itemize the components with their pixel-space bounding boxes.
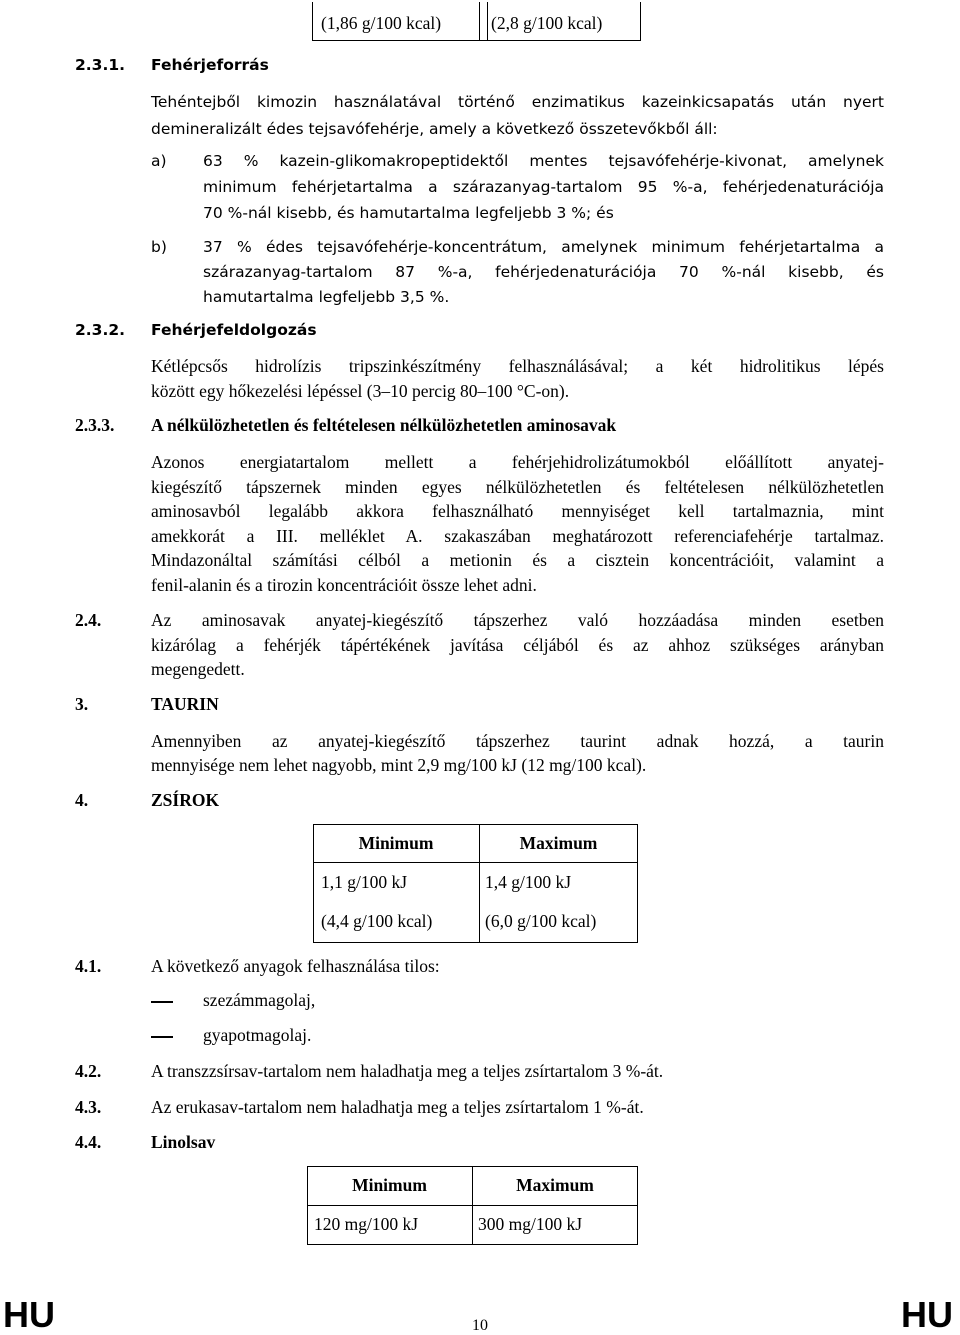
paragraph-line: Az aminosavak anyatej-kiegészítő tápszerhez való hozzáadása minden esetben (151, 610, 884, 630)
list-item: gyapotmagolaj. (203, 1025, 312, 1045)
list-item-line: 37 % édes tejsavófehérje-koncentrátum, amelynek minimum fehérjetartalma a (203, 238, 884, 256)
list-item-line: minimum fehérjetartalma a szárazanyag-tartalom 95 %-a, fehérjedenaturációja (203, 178, 884, 196)
list-item-line: 70 %-nál kisebb, és hamutartalma legfeljebb 3 %; és (203, 204, 614, 222)
table-cell: 300 mg/100 kJ (478, 1214, 583, 1234)
paragraph-line: Az erukasav-tartalom nem haladhatja meg a teljes zsírtartalom 1 %-át. (151, 1097, 644, 1117)
paragraph-line: mennyisége nem lehet nagyobb, mint 2,9 mg/100 kJ (12 mg/100 kcal). (151, 755, 647, 775)
paragraph-line: megengedett. (151, 659, 245, 679)
paragraph-line: kizárólag a fehérjék tápértékének javítása céljából és az ahhoz szükséges arányban (151, 635, 884, 655)
section-number: 2.3.1. (75, 56, 126, 74)
table-divider (307, 1205, 638, 1206)
paragraph-line: Mindazonáltal számítási célból a metionin és a cisztein koncentrációit, valamint a (151, 550, 884, 570)
section-number: 4.2. (75, 1061, 102, 1081)
table-header: Maximum (516, 1175, 594, 1195)
paragraph-line: Azonos energiatartalom mellett a fehérjehidrolizátumokból előállított anyatej- (151, 452, 884, 472)
dash-bullet (151, 1036, 173, 1038)
section-title: ZSÍROK (151, 790, 220, 810)
table-cell: (6,0 g/100 kcal) (485, 911, 597, 931)
section-title: Fehérjefeldolgozás (151, 321, 317, 339)
table-cell: 1,4 g/100 kJ (485, 872, 572, 892)
table-divider (313, 862, 638, 863)
table-cell: 120 mg/100 kJ (314, 1214, 419, 1234)
paragraph-line: A transzzsírsav-tartalom nem haladhatja meg a teljes zsírtartalom 3 %-át. (151, 1061, 664, 1081)
paragraph-line: Tehéntejből kimozin használatával történő enzimatikus kazeinkicsapatás után nyert (151, 93, 884, 111)
table-header: Maximum (519, 833, 598, 853)
top-table-cell: (2,8 g/100 kcal) (491, 13, 603, 33)
section-number: 4.4. (75, 1132, 102, 1152)
paragraph-line: Kétlépcsős hidrolízis tripszinkészítmény felhasználásával; a két hidrolitikus lépés (151, 356, 884, 376)
paragraph-line: demineralizált édes tejsavófehérje, amely a következő összetevőkből áll: (151, 120, 718, 138)
language-code-right: HU (901, 1294, 953, 1335)
section-number: 3. (75, 694, 89, 714)
section-number: 4.3. (75, 1097, 102, 1117)
table-header: Minimum (352, 1175, 427, 1195)
list-item: szezámmagolaj, (203, 990, 316, 1010)
section-title: Fehérjeforrás (151, 56, 269, 74)
paragraph-line: kiegészítő tápszernek minden egyes nélkülözhetetlen és feltételesen nélkülözhetetlen (151, 477, 884, 497)
paragraph-line: Amennyiben az anyatej-kiegészítő tápszerhez taurint adnak hozzá, a taurin (151, 731, 884, 751)
section-title: A nélkülözhetetlen és feltételesen nélkülözhetetlen aminosavak (151, 415, 617, 435)
table-header: Minimum (358, 833, 434, 853)
dash-bullet (151, 1001, 173, 1003)
section-number: 2.4. (75, 610, 102, 630)
section-title: Linolsav (151, 1132, 216, 1152)
top-table-cell: (1,86 g/100 kcal) (321, 13, 442, 33)
paragraph-line: A következő anyagok felhasználása tilos: (151, 956, 440, 976)
language-code-left: HU (3, 1294, 55, 1335)
list-item-line: szárazanyag-tartalom 87 %-a, fehérjedenaturációja 70 %-nál kisebb, és (203, 263, 884, 281)
paragraph-line: amekkorát a III. melléklet A. szakaszában meghatározott referenciafehérje tartalmaz. (151, 526, 884, 546)
top-table-divider-2 (487, 2, 488, 41)
section-number: 4.1. (75, 956, 102, 976)
section-title: TAURIN (151, 694, 219, 714)
page-number: 10 (472, 1317, 488, 1334)
list-item-line: 63 % kazein-glikomakropeptidektől mentes tejsavófehérje-kivonat, amelynek (203, 152, 884, 170)
section-number: 2.3.3. (75, 415, 115, 435)
table-cell: (4,4 g/100 kcal) (321, 911, 433, 931)
section-number: 4. (75, 790, 89, 810)
section-number: 2.3.2. (75, 321, 126, 339)
paragraph-line: aminosavból legalább akkora felhasználható mennyiséget kell tartalmaznia, mint (151, 501, 884, 521)
paragraph-line: fenil-alanin és a tirozin koncentrációit össze lehet adni. (151, 575, 537, 595)
paragraph-line: között egy hőkezelési lépéssel (3–10 percig 80–100 °C-on). (151, 381, 570, 401)
list-item-line: hamutartalma legfeljebb 3,5 %. (203, 288, 450, 306)
list-marker: b) (151, 238, 167, 256)
list-marker: a) (151, 152, 167, 170)
table-cell: 1,1 g/100 kJ (321, 872, 408, 892)
top-table-divider (479, 2, 480, 41)
